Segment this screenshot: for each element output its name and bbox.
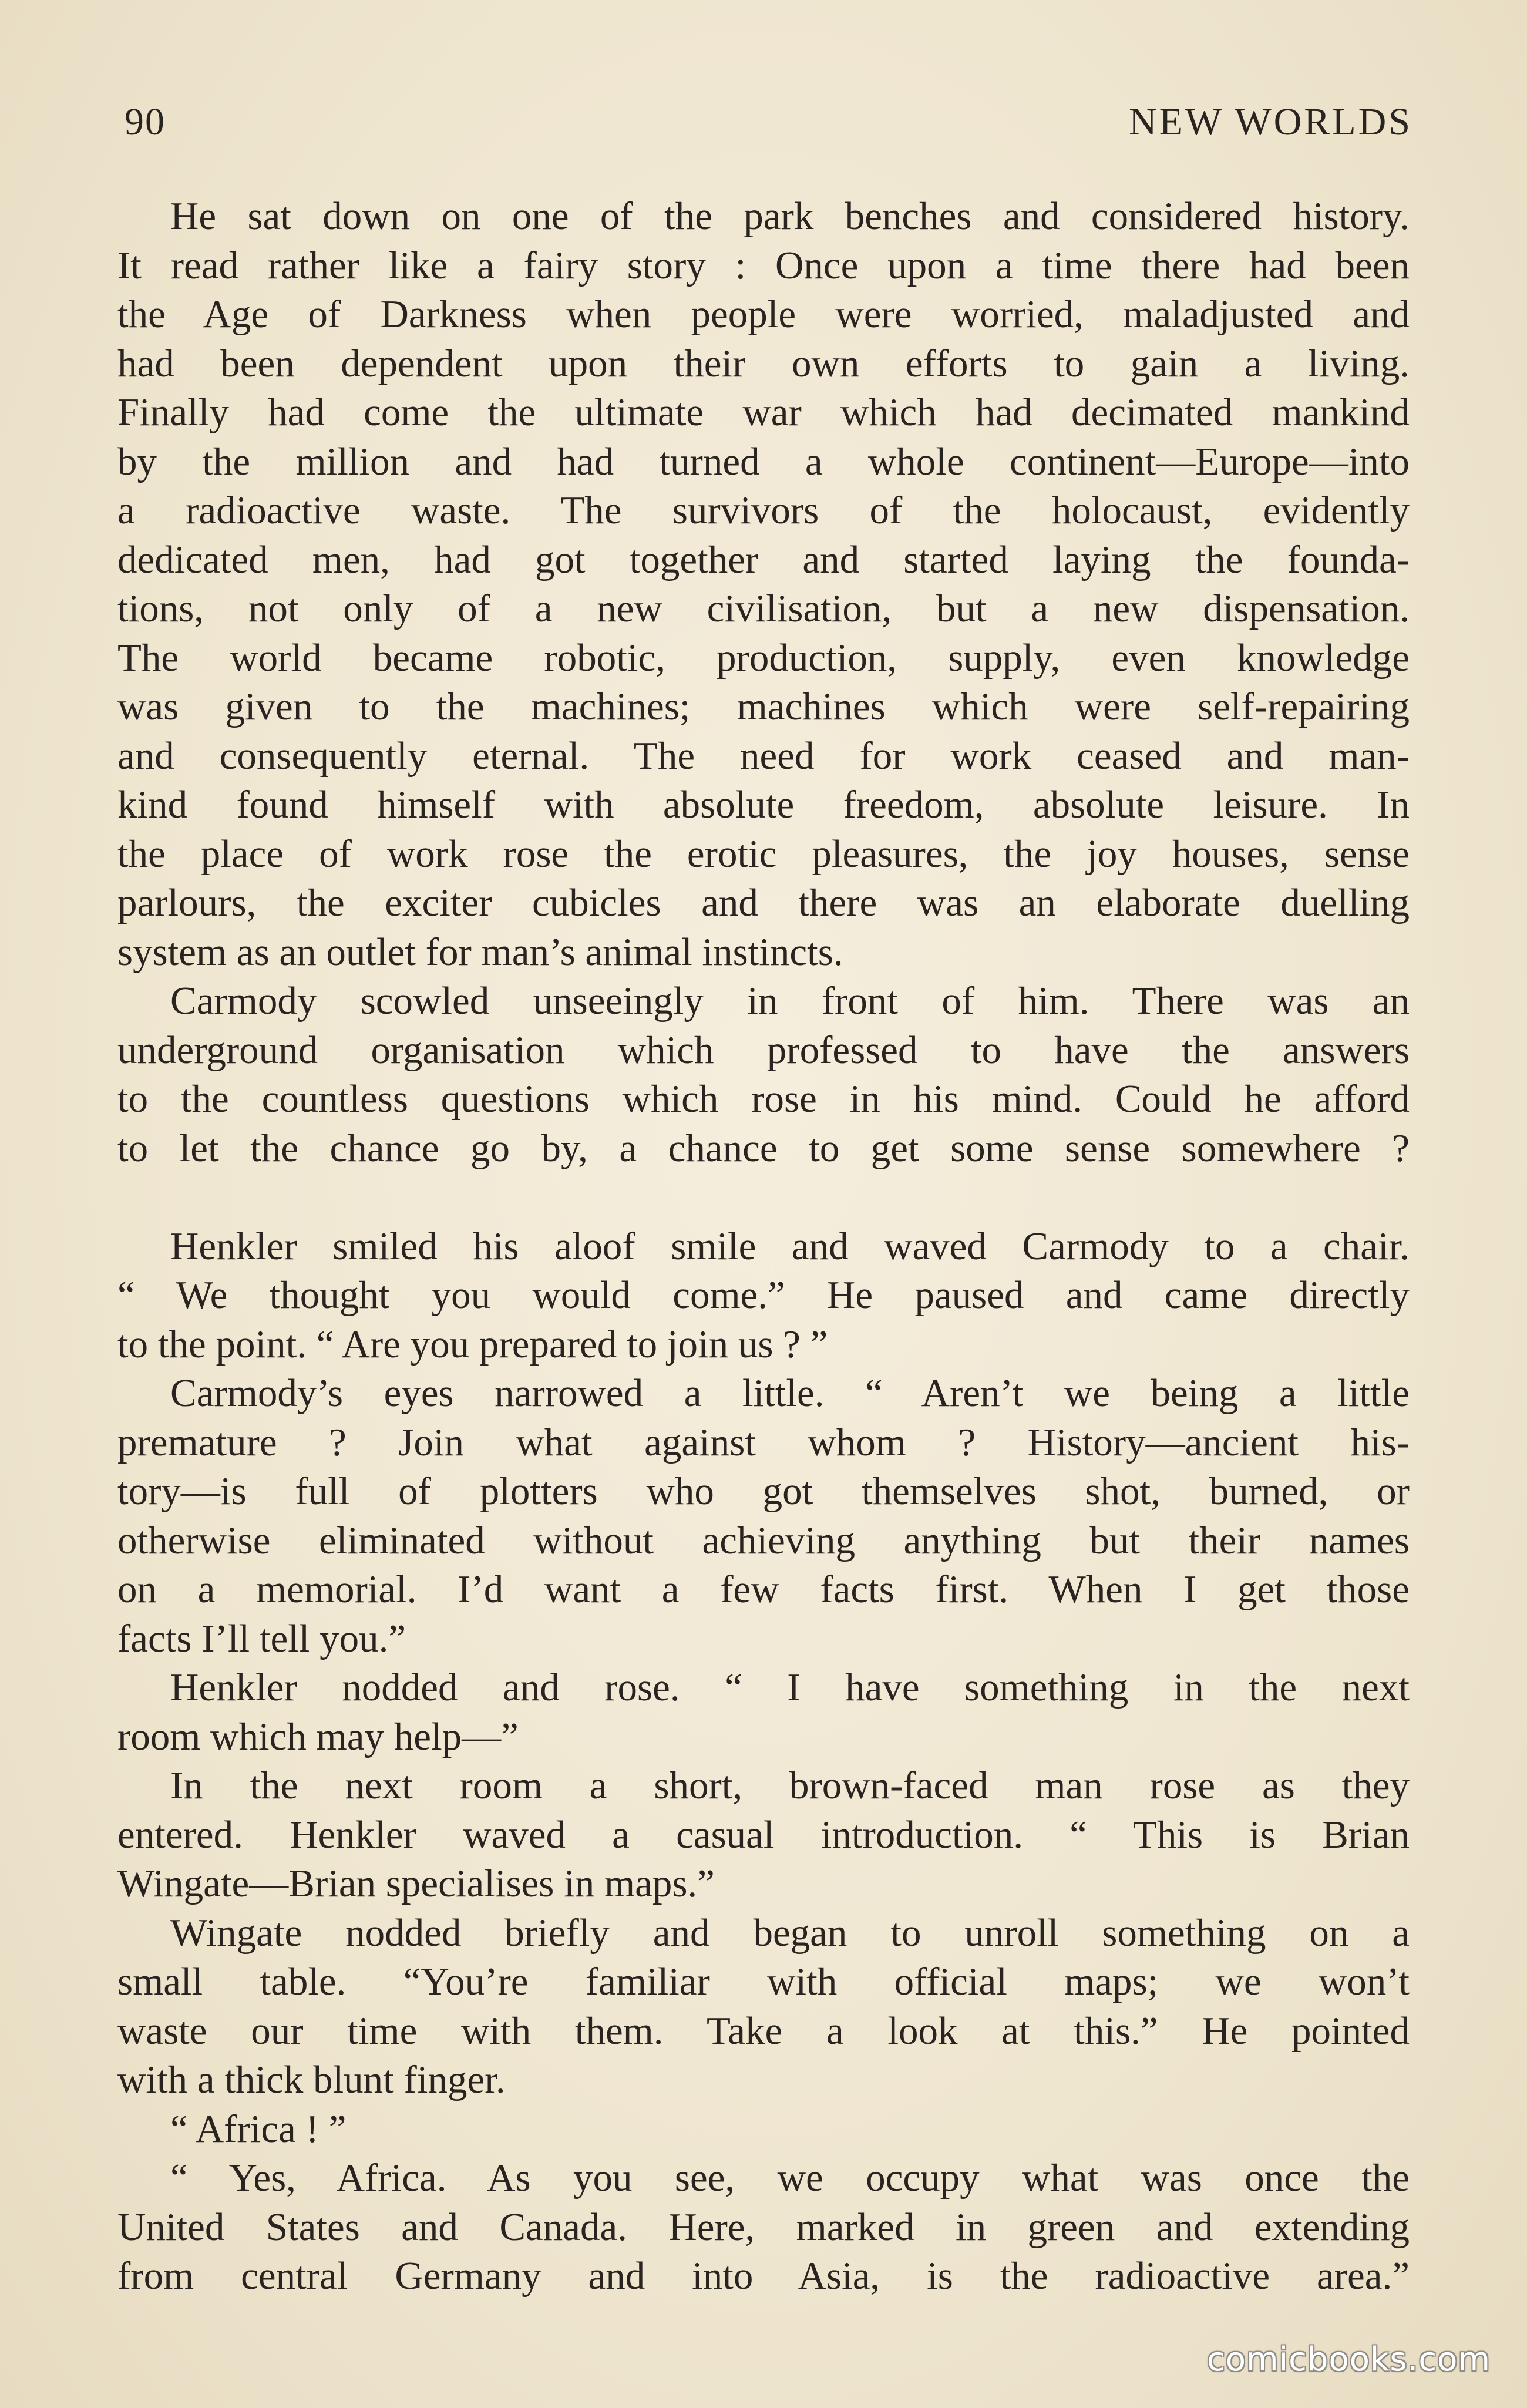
text-line: Wingate—Brian specialises in maps.” bbox=[117, 1862, 715, 1905]
text-line: Wingate nodded briefly and began to unroll something on a bbox=[170, 1911, 1410, 1955]
body-text bbox=[117, 192, 1410, 2301]
text-line: to the point. “ Are you prepared to join us ? ” bbox=[117, 1322, 828, 1366]
text-line: United States and Canada. Here, marked in green and extending bbox=[117, 2205, 1410, 2249]
text-line: In the next room a short, brown-faced man rose as they bbox=[170, 1764, 1410, 1807]
text-line: Carmody’s eyes narrowed a little. “ Aren’t we being a little bbox=[170, 1371, 1410, 1415]
section-break bbox=[117, 1173, 1410, 1222]
text-line: It read rather like a fairy story : Once upon a time there had been bbox=[117, 243, 1410, 287]
text-line: dedicated men, had got together and started laying the founda- bbox=[117, 537, 1410, 581]
text-line: a radioactive waste. The survivors of the holocaust, evidently bbox=[117, 489, 1410, 532]
text-line: Finally had come the ultimate war which had decimated mankind bbox=[117, 391, 1410, 434]
text-line: tions, not only of a new civilisation, but a new dispensation. bbox=[117, 587, 1410, 630]
page-number: 90 bbox=[125, 100, 166, 143]
text-line: from central Germany and into Asia, is the radioactive area.” bbox=[117, 2254, 1410, 2298]
text-line: waste our time with them. Take a look at this.” He pointed bbox=[117, 2009, 1410, 2053]
text-line: He sat down on one of the park benches and considered history. bbox=[170, 194, 1410, 238]
text-line: and consequently eternal. The need for work ceased and man- bbox=[117, 734, 1410, 778]
text-line: parlours, the exciter cubicles and there was an elaborate duelling bbox=[117, 881, 1410, 924]
text-line: to let the chance go by, a chance to get some sense somewhere ? bbox=[117, 1126, 1410, 1170]
text-line: The world became robotic, production, supply, even knowledge bbox=[117, 635, 1410, 680]
text-line: Carmody scowled unseeingly in front of him. There was an bbox=[170, 979, 1410, 1023]
text-line: small table. “You’re familiar with official maps; we won’t bbox=[117, 1960, 1410, 2003]
running-head bbox=[125, 100, 1412, 153]
text-line: otherwise eliminated without achieving anything but their names bbox=[117, 1518, 1410, 1562]
text-line: system as an outlet for man’s animal instincts. bbox=[117, 930, 843, 974]
text-line: premature ? Join what against whom ? History—ancient his- bbox=[117, 1420, 1410, 1464]
text-line: “ We thought you would come.” He paused and came directly bbox=[117, 1273, 1410, 1317]
text-line: to the countless questions which rose in his mind. Could he afford bbox=[117, 1077, 1410, 1121]
text-line: “ Africa ! ” bbox=[170, 2107, 347, 2151]
text-line: tory—is full of plotters who got themselves shot, burned, or bbox=[117, 1469, 1410, 1513]
text-line: facts I’ll tell you.” bbox=[117, 1616, 406, 1660]
text-line: the place of work rose the erotic pleasures, the joy houses, sense bbox=[117, 832, 1410, 876]
running-title: NEW WORLDS bbox=[1128, 100, 1412, 143]
text-line: Henkler nodded and rose. “ I have something in the next bbox=[170, 1666, 1410, 1709]
text-line: the Age of Darkness when people were worried, maladjusted and bbox=[117, 292, 1410, 336]
text-line: Henkler smiled his aloof smile and waved Carmody to a chair. bbox=[170, 1224, 1410, 1268]
text-line: by the million and had turned a whole continent—Europe—into bbox=[117, 439, 1410, 483]
text-line: entered. Henkler waved a casual introduction. “ This is Brian bbox=[117, 1812, 1410, 1857]
text-line: with a thick blunt finger. bbox=[117, 2058, 506, 2101]
site-watermark: comicbooks.com bbox=[1206, 2340, 1491, 2379]
text-line: had been dependent upon their own efforts to gain a living. bbox=[117, 341, 1410, 385]
text-line: room which may help—” bbox=[117, 1714, 519, 1758]
text-line: “ Yes, Africa. As you see, we occupy what was once the bbox=[170, 2156, 1410, 2200]
text-line: was given to the machines; machines which were self-repairing bbox=[117, 685, 1410, 728]
text-line: underground organisation which professed to have the answers bbox=[117, 1028, 1410, 1072]
text-line: on a memorial. I’d want a few facts first. When I get those bbox=[117, 1568, 1410, 1611]
text-line: kind found himself with absolute freedom, absolute leisure. In bbox=[117, 783, 1410, 826]
